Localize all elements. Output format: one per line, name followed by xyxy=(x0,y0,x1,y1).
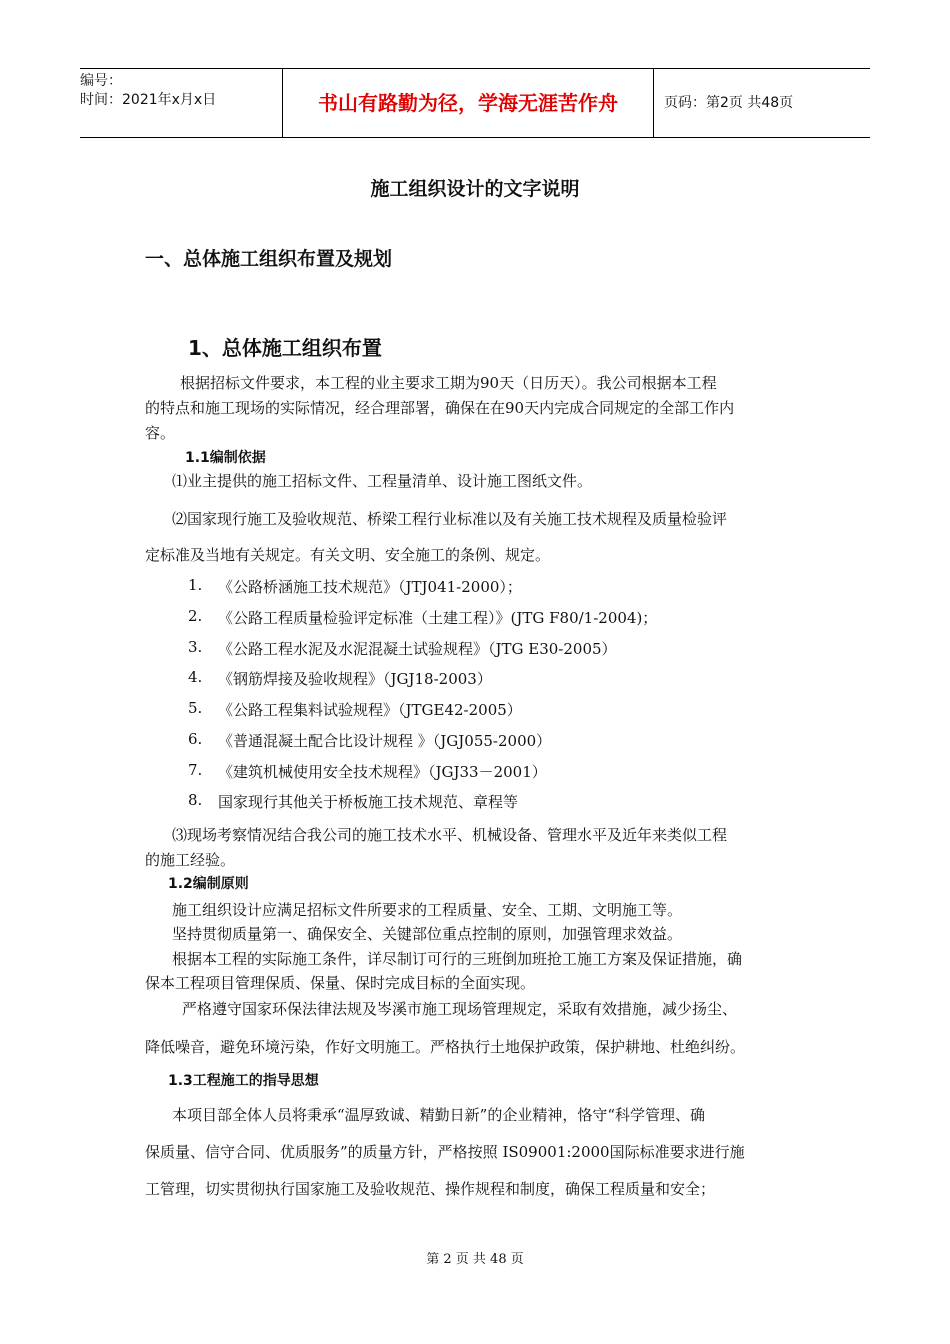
principle-line: 保本工程项目管理保质、保量、保时完成目标的全面实现。 xyxy=(145,974,536,992)
guideline-line: 保质量、信守合同、优质服务”的质量方针，严格按照 IS09001:2000国际标准要求进行施 xyxy=(145,1143,745,1161)
heading-1-3: 1.3工程施工的指导思想 xyxy=(168,1073,319,1089)
principle-line: 降低噪音，避免环境污染，作好文明施工。严格执行土地保护政策，保护耕地、杜绝纠纷。 xyxy=(145,1038,746,1056)
list-number: 4. xyxy=(188,668,203,686)
basis-item: 的施工经验。 xyxy=(145,851,236,869)
list-number: 5. xyxy=(188,699,203,717)
document-title: 施工组织设计的文字说明 xyxy=(370,178,580,200)
list-number: 2. xyxy=(188,607,203,625)
guideline-line: 工管理，切实贯彻执行国家施工及验收规范、操作规程和制度，确保工程质量和安全； xyxy=(145,1180,716,1198)
guideline-line: 本项目部全体人员将秉承“温厚致诚、精勤日新”的企业精神，恪守“科学管理、确 xyxy=(172,1106,706,1124)
basis-item: ⑵国家现行施工及验收规范、桥梁工程行业标准以及有关施工技术规程及质量检验评 xyxy=(172,510,728,528)
intro-line: 容。 xyxy=(145,424,176,442)
list-item: 《公路工程集料试验规程》（JTGE42-2005） xyxy=(218,701,522,719)
list-number: 6. xyxy=(188,730,203,748)
list-item: 《公路工程水泥及水泥混凝土试验规程》（JTG E30-2005） xyxy=(218,640,617,658)
list-item: 《钢筋焊接及验收规程》（JGJ18-2003） xyxy=(218,670,492,688)
principle-line: 施工组织设计应满足招标文件所要求的工程质量、安全、工期、文明施工等。 xyxy=(172,901,683,919)
list-number: 7. xyxy=(188,761,203,779)
heading-1-1: 1.1编制依据 xyxy=(185,450,266,466)
basis-item: 定标准及当地有关规定。有关文明、安全施工的条例、规定。 xyxy=(145,546,551,564)
subsection-heading: 1、总体施工组织布置 xyxy=(188,336,382,360)
principle-line: 根据本工程的实际施工条件，详尽制订可行的三班倒加班抢工施工方案及保证措施，确 xyxy=(172,950,743,968)
list-item: 《普通混凝土配合比设计规程 》（JGJ055-2000） xyxy=(218,732,552,750)
basis-item: ⑶现场考察情况结合我公司的施工技术水平、机械设备、管理水平及近年来类似工程 xyxy=(172,826,728,844)
list-item: 国家现行其他关于桥板施工技术规范、章程等 xyxy=(218,793,519,811)
page-header xyxy=(80,68,870,138)
header-meta xyxy=(80,69,280,140)
section-heading: 一、总体施工组织布置及规划 xyxy=(145,248,393,270)
intro-line: 的特点和施工现场的实际情况，经合理部署，确保在在90天内完成合同规定的全部工作内 xyxy=(145,399,735,417)
header-page-info: 页码：第2页 共48页 xyxy=(664,95,794,111)
heading-1-2: 1.2编制原则 xyxy=(168,876,249,892)
list-item: 《公路工程质量检验评定标准（土建工程）》(JTG F80/1-2004)； xyxy=(218,609,658,627)
intro-line: 根据招标文件要求，本工程的业主要求工期为90天（日历天）。我公司根据本工程 xyxy=(180,374,717,392)
header-motto: 书山有路勤为径，学海无涯苦作舟 xyxy=(282,69,654,137)
principle-line: 严格遵守国家环保法律法规及岑溪市施工现场管理规定，采取有效措施，减少扬尘、 xyxy=(182,1000,738,1018)
list-item: 《公路桥涵施工技术规范》（JTJ041-2000）； xyxy=(218,578,522,596)
list-number: 8. xyxy=(188,791,203,809)
list-item: 《建筑机械使用安全技术规程》（JGJ33－2001） xyxy=(218,763,547,781)
principle-line: 坚持贯彻质量第一、确保安全、关键部位重点控制的原则，加强管理求效益。 xyxy=(172,925,683,943)
list-number: 1. xyxy=(188,576,203,594)
date-label: 时间：2021年x月x日 xyxy=(80,92,217,108)
number-label: 编号： xyxy=(80,73,122,89)
basis-item: ⑴业主提供的施工招标文件、工程量清单、设计施工图纸文件。 xyxy=(172,472,593,490)
page-footer: 第 2 页 共 48 页 xyxy=(426,1252,524,1267)
list-number: 3. xyxy=(188,638,203,656)
